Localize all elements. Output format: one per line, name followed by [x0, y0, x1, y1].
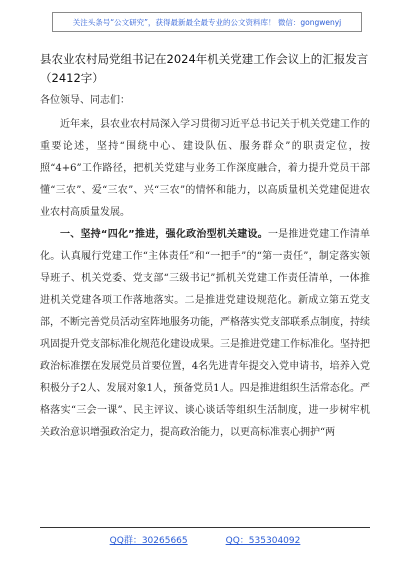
footer-divider	[40, 527, 370, 528]
document-title: 县农业农村局党组书记在2024年机关党建工作会议上的汇报发言（2412字）	[40, 52, 369, 85]
top-banner	[52, 12, 362, 32]
footer-qq[interactable]: QQ：535304092	[225, 536, 301, 546]
banner-text: 关注头条号“公文研究”，获得最新最全最专业的公文资料库！ 微信：gongwenyj	[72, 17, 342, 27]
section-1-paragraph	[40, 224, 370, 444]
document-page	[40, 50, 370, 444]
section-1-heading: 一、坚持“四化”推进，强化政治型机关建设。	[60, 229, 268, 240]
salutation: 各位领导、同志们：	[40, 95, 130, 106]
footer	[40, 533, 370, 546]
footer-qq-group[interactable]: QQ群：30265665	[109, 536, 188, 546]
intro-paragraph: 近年来，县农业农村局深入学习贯彻习近平总书记关于机关党建工作的重要论述，坚持“围绕中心、建设队伍、服务群众”的职责定位，按照“4+6”工作路径，把机关党建与业务工作深度融合，着力提升党员干部懂“三农”、爱“三农”、兴“三农”的情怀和能力，以高质量机关党建促进农业农村高质量发展。	[40, 119, 370, 218]
section-1-body: 一是推进党建工作清单化。认真履行党建工作“主体责任”和“一把手”的“第一责任”，制定落实领导班子、机关党委、党支部“三级书记”抓机关党建工作责任清单，一体推进机关党建各项工作落地落实。二是推进党建设规范化。新成立第五党支部，不断完善党员活动室阵地服务功能，严格落实党支部联系点制度，持续巩固提升党支部标准化规范化建设成果。三是推进党建工作标准化。坚持把政治标准摆在发展党员首要位置，4名先进青年提交入党申请书，培养入党积极分子2人、发展对象1人，预备党员1人。四是推进组织生活常态化。严格落实“三会一课”、民主评议、谈心谈话等组织生活制度，进一步树牢机关政治意识增强政治定力，提高政治能力，以更高标准衷心拥护“两	[40, 229, 370, 438]
